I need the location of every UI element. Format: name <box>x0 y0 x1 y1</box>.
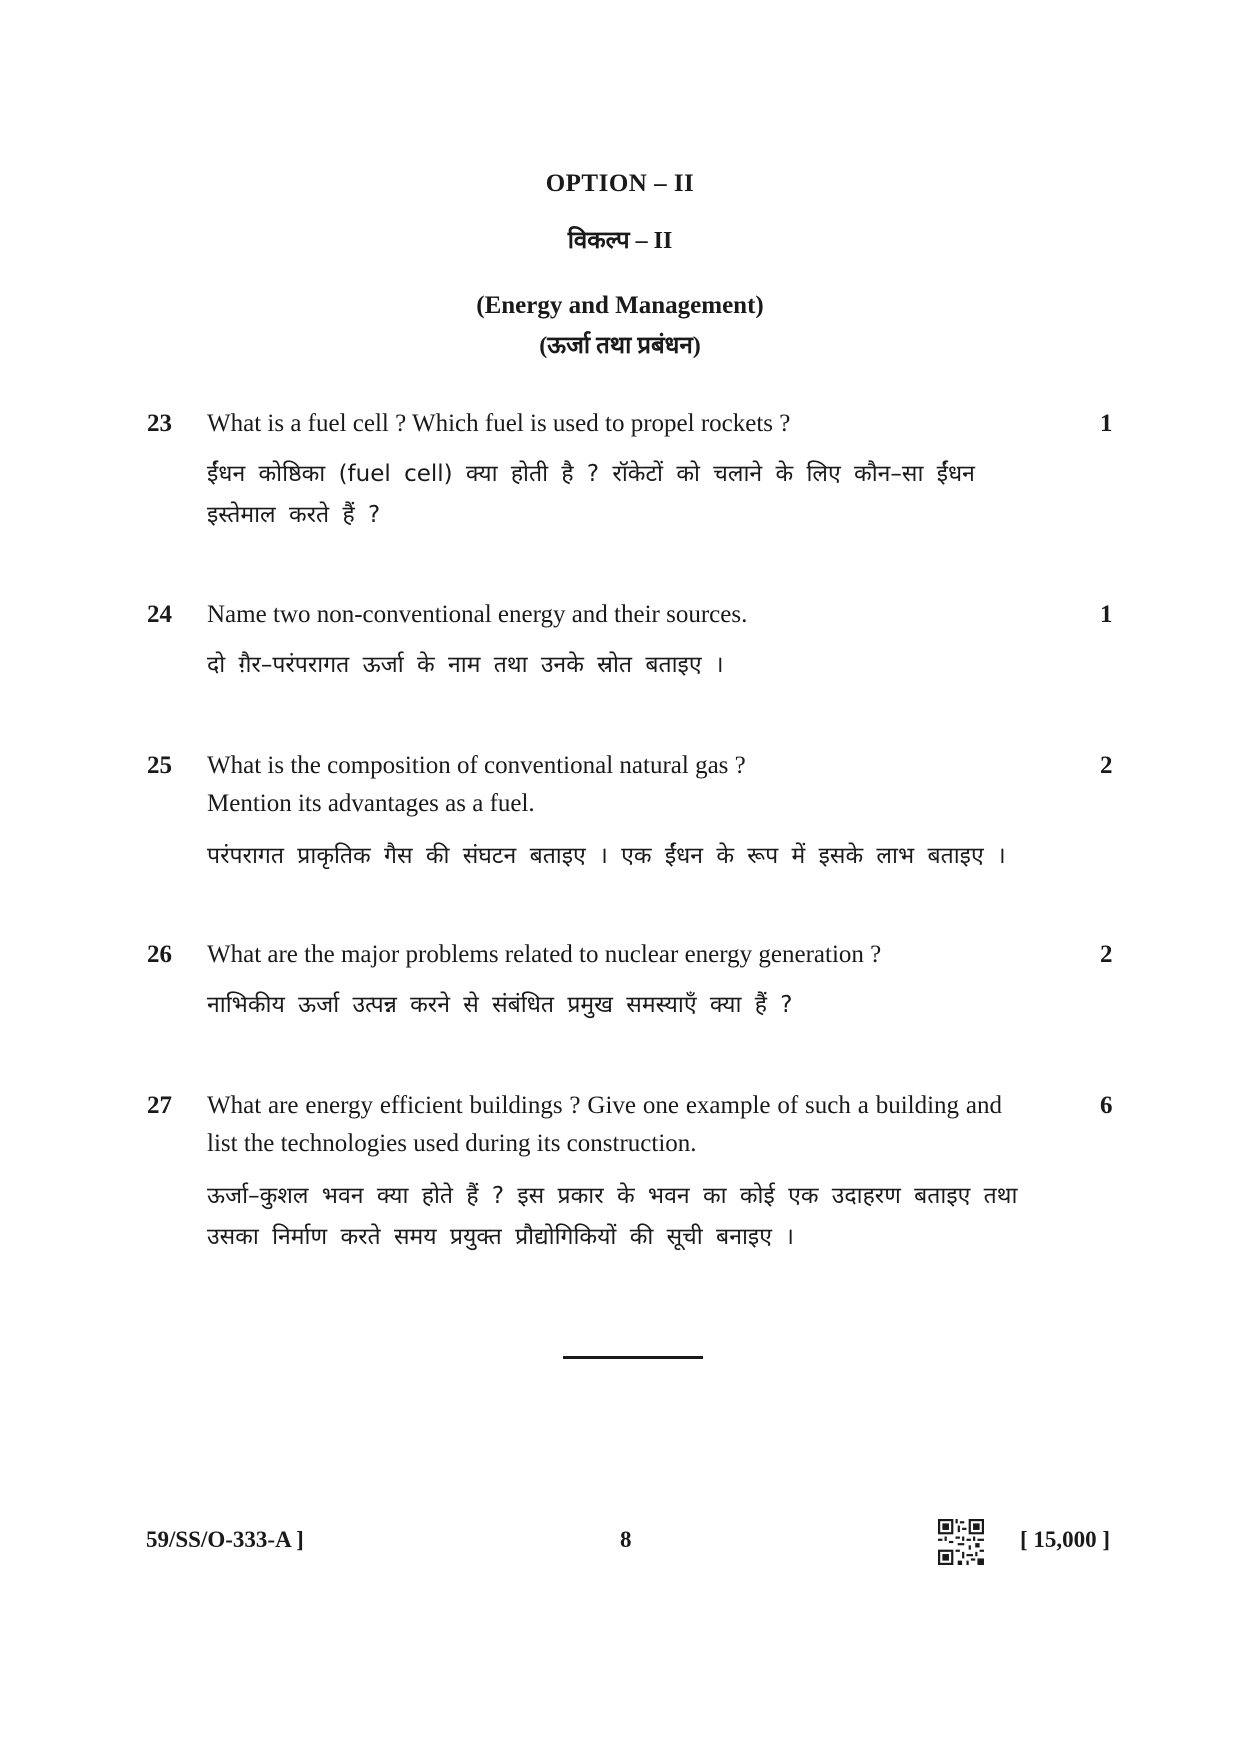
page-number: 8 <box>620 1527 632 1552</box>
question-text-english: What is a fuel cell ? Which fuel is used to propel rockets ? <box>207 410 791 437</box>
question-text-hindi: नाभिकीय ऊर्जा उत्पन्न करने से संबंधित प्रमुख समस्याएँ क्या हैं ? <box>207 992 793 1018</box>
print-count: [ 15,000 ] <box>1020 1527 1111 1552</box>
section-title: (Energy and Management) <box>476 292 764 319</box>
option-title-hindi: विकल्प – II <box>567 228 673 254</box>
option-title: OPTION – II <box>545 170 695 197</box>
question-text-hindi: परंपरागत प्राकृतिक गैस की संघटन बताइए । एक ईंधन के रूप में इसके लाभ बताइए । <box>207 843 1006 869</box>
question-number: 23 <box>147 410 172 437</box>
question-text-english: What is the composition of conventional natural gas ? <box>207 752 746 779</box>
question-number: 26 <box>147 941 172 968</box>
question-marks: 1 <box>1100 410 1113 437</box>
question-text-english-continued: Mention its advantages as a fuel. <box>207 790 535 817</box>
question-marks: 1 <box>1100 601 1113 628</box>
question-marks: 2 <box>1100 752 1113 779</box>
question-number: 24 <box>147 601 172 628</box>
question-text-english: Name two non-conventional energy and their sources. <box>207 601 748 628</box>
question-marks: 2 <box>1100 941 1113 968</box>
question-text-hindi: दो ग़ैर–परंपरागत ऊर्जा के नाम तथा उनके स्रोत बताइए । <box>207 652 724 678</box>
question-text-english: What are energy efficient buildings ? Give one example of such a building and list the technologies used during its construction. <box>207 1092 1002 1157</box>
paper-code: 59/SS/O-333-A ] <box>146 1527 304 1552</box>
question-text-english: What are the major problems related to nuclear energy generation ? <box>207 941 882 968</box>
section-title-hindi: (ऊर्जा तथा प्रबंधन) <box>539 333 701 359</box>
end-divider <box>563 1356 703 1359</box>
question-text-hindi: ईंधन कोष्ठिका (fuel cell) क्या होती है ? रॉकेटों को चलाने के लिए कौन–सा ईंधन इस्तेमाल करते हैं ? <box>207 461 975 528</box>
question-marks: 6 <box>1100 1092 1113 1119</box>
question-number: 27 <box>147 1092 172 1119</box>
qr-code-icon <box>938 1519 984 1565</box>
question-number: 25 <box>147 752 172 779</box>
question-text-hindi: ऊर्जा–कुशल भवन क्या होते हैं ? इस प्रकार के भवन का कोई एक उदाहरण बताइए तथा उसका निर्माण करते समय प्रयुक्त प्रौद्योगिकियों की सूची बनाइए । <box>207 1183 1018 1250</box>
